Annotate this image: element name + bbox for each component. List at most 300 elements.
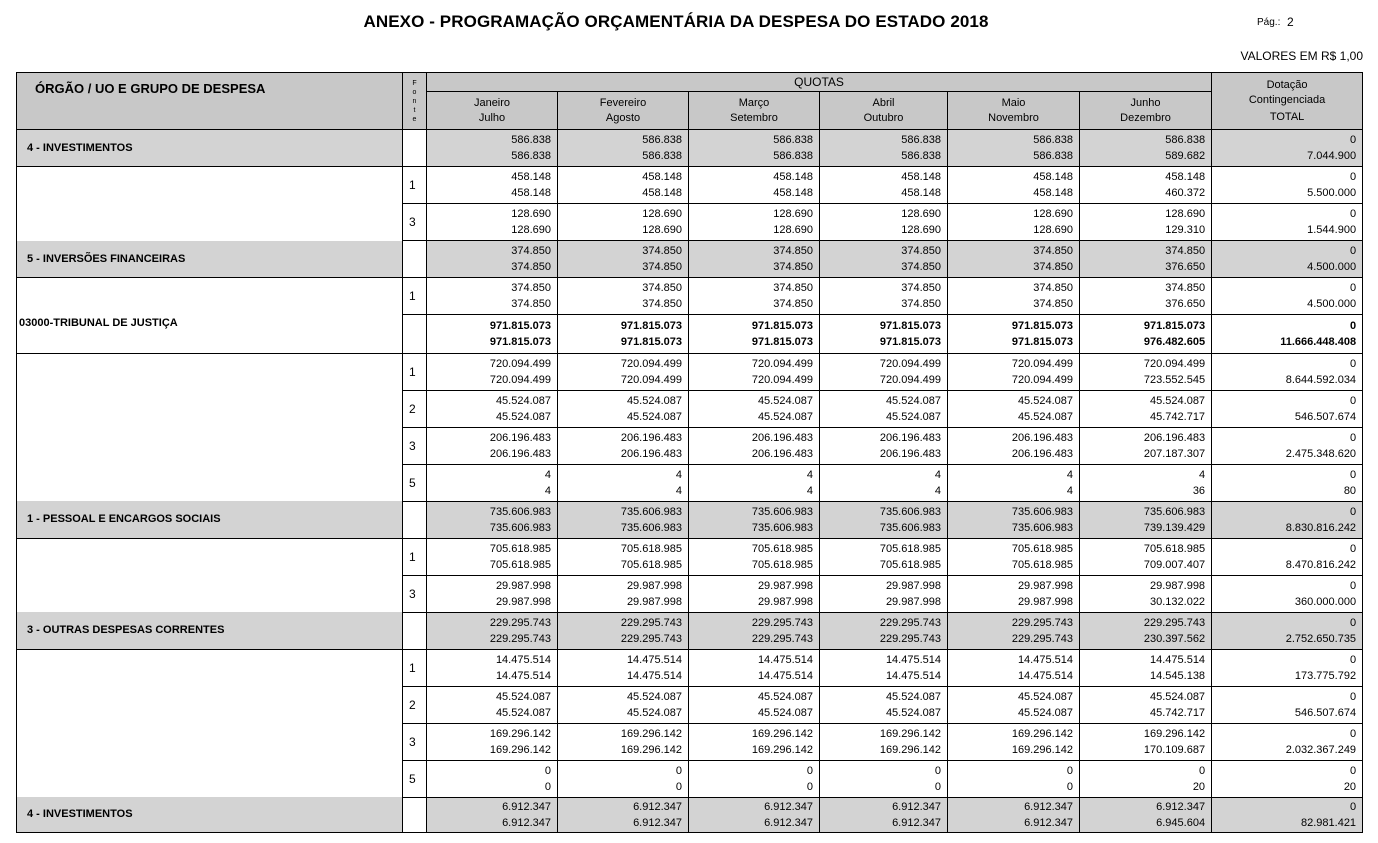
- table-row: [17, 723, 1363, 760]
- total-cell: [1212, 315, 1363, 354]
- quota-cell: [689, 686, 820, 723]
- quota-first-half-value: 458.148: [511, 171, 551, 183]
- total-cell: [1212, 760, 1363, 797]
- quota-cell: [558, 204, 689, 241]
- total-cell: [1212, 353, 1363, 390]
- quota-cell: [558, 723, 689, 760]
- header-month-4: [820, 92, 948, 130]
- row-org-label: 1 - PESSOAL E ENCARGOS SOCIAIS: [17, 501, 403, 538]
- table-row: [17, 760, 1363, 797]
- contingenciada-value: 0: [1349, 394, 1357, 407]
- quota-first-half-value: 14.475.514: [1017, 653, 1073, 666]
- total-value: 2.475.348.620: [1285, 447, 1357, 460]
- total-value: 1.544.900: [1307, 224, 1357, 236]
- quota-cell: [558, 315, 689, 354]
- contingenciada-value: 0: [1349, 616, 1357, 629]
- row-fonte: [403, 501, 427, 538]
- quota-second-half-value: 207.187.307: [1143, 447, 1206, 460]
- quota-first-half-value: 45.524.087: [495, 690, 551, 703]
- quota-cell: [689, 501, 820, 538]
- quota-second-half-value: 20: [1192, 780, 1206, 793]
- quota-first-half-value: 586.838: [511, 134, 551, 146]
- header-month-2: [558, 92, 689, 130]
- header-dotacao: [1212, 73, 1363, 130]
- row-org-label: [17, 278, 403, 315]
- quota-first-half-value: 735.606.983: [1011, 505, 1073, 518]
- total-cell: [1212, 167, 1363, 204]
- quota-second-half-value: 586.838: [511, 150, 551, 162]
- quota-first-half-value: 169.296.142: [1011, 727, 1073, 740]
- quota-cell: [1080, 760, 1212, 797]
- quota-cell: [558, 167, 689, 204]
- quota-cell: [820, 501, 948, 538]
- quota-second-half-value: 4: [934, 484, 941, 497]
- quota-second-half-value: 229.295.743: [620, 632, 682, 645]
- quota-second-half-value: 45.524.087: [757, 706, 813, 719]
- quota-first-half-value: 45.524.087: [626, 690, 682, 703]
- quota-cell: [948, 353, 1080, 390]
- quota-second-half-value: 6.912.347: [764, 816, 813, 829]
- quota-cell: [948, 167, 1080, 204]
- quota-second-half-value: 4: [675, 484, 682, 497]
- quota-first-half-value: 169.296.142: [879, 727, 941, 740]
- quota-second-half-value: 586.838: [1033, 150, 1073, 162]
- quota-cell: [820, 390, 948, 427]
- contingenciada-value: 0: [1349, 542, 1357, 555]
- quota-second-half-value: 29.987.998: [1017, 595, 1073, 608]
- quota-second-half-value: 4: [1066, 484, 1073, 497]
- quota-cell: [948, 130, 1080, 167]
- quota-first-half-value: 128.690: [511, 208, 551, 220]
- contingenciada-value: 0: [1349, 505, 1357, 518]
- month-label: Julho: [478, 111, 506, 124]
- quota-cell: [689, 278, 820, 315]
- row-org-label: [17, 575, 403, 612]
- report-title: ANEXO - PROGRAMAÇÃO ORÇAMENTÁRIA DA DESPESA DO ESTADO 2018: [363, 12, 989, 31]
- total-cell: [1212, 575, 1363, 612]
- quota-first-half-value: 29.987.998: [626, 579, 682, 592]
- total-value: 5.500.000: [1307, 187, 1357, 199]
- month-label: Outubro: [863, 111, 904, 124]
- quota-second-half-value: 735.606.983: [620, 521, 682, 534]
- quota-cell: [427, 612, 558, 649]
- quota-first-half-value: 374.850: [642, 245, 682, 257]
- total-cell: [1212, 130, 1363, 167]
- quota-first-half-value: 971.815.073: [620, 319, 682, 332]
- quota-second-half-value: 229.295.743: [879, 632, 941, 645]
- quota-cell: [820, 686, 948, 723]
- total-value: 8.470.816.242: [1285, 558, 1357, 571]
- quota-cell: [1080, 427, 1212, 464]
- quota-cell: [689, 538, 820, 575]
- quota-second-half-value: 229.295.743: [751, 632, 813, 645]
- quota-cell: [1080, 278, 1212, 315]
- quota-first-half-value: 206.196.483: [489, 431, 551, 444]
- total-cell: [1212, 612, 1363, 649]
- quota-first-half-value: 45.524.087: [1017, 394, 1073, 407]
- quota-first-half-value: 458.148: [1165, 171, 1206, 183]
- table-row: [17, 167, 1363, 204]
- quota-first-half-value: 586.838: [642, 134, 682, 146]
- table-row: [17, 278, 1363, 315]
- quota-second-half-value: 705.618.985: [489, 558, 551, 571]
- quota-first-half-value: 206.196.483: [1011, 431, 1073, 444]
- header-month-5: [948, 92, 1080, 130]
- quota-first-half-value: 206.196.483: [1143, 431, 1206, 444]
- quota-first-half-value: 720.094.499: [1011, 357, 1073, 370]
- quota-cell: [558, 760, 689, 797]
- quota-first-half-value: 0: [1066, 764, 1073, 777]
- quota-cell: [1080, 797, 1212, 832]
- quota-cell: [689, 723, 820, 760]
- total-value: 2.752.650.735: [1285, 632, 1357, 645]
- row-fonte: 1: [403, 278, 427, 315]
- quota-cell: [1080, 204, 1212, 241]
- header-fonte-letters: F o n t e: [412, 79, 417, 123]
- table-row: [17, 686, 1363, 723]
- quota-first-half-value: 45.524.087: [1017, 690, 1073, 703]
- quota-first-half-value: 374.850: [1165, 282, 1206, 294]
- header-contingenciada-label: Contingenciada: [1248, 93, 1326, 106]
- quota-first-half-value: 971.815.073: [489, 319, 551, 332]
- total-value: 173.775.792: [1294, 669, 1357, 682]
- table-row: [17, 130, 1363, 167]
- quota-cell: [948, 315, 1080, 354]
- quota-cell: [427, 427, 558, 464]
- contingenciada-value: 0: [1349, 468, 1357, 481]
- total-cell: [1212, 241, 1363, 278]
- row-fonte: 1: [403, 353, 427, 390]
- row-org-label: [17, 167, 403, 204]
- total-cell: [1212, 204, 1363, 241]
- quota-first-half-value: 128.690: [1165, 208, 1206, 220]
- quota-cell: [558, 575, 689, 612]
- quota-first-half-value: 45.524.087: [885, 690, 941, 703]
- quota-cell: [427, 204, 558, 241]
- quota-second-half-value: 45.524.087: [1017, 410, 1073, 423]
- row-org-label: [17, 723, 403, 760]
- quota-first-half-value: 29.987.998: [757, 579, 813, 592]
- quota-cell: [689, 204, 820, 241]
- quota-second-half-value: 29.987.998: [626, 595, 682, 608]
- quota-cell: [948, 723, 1080, 760]
- quota-first-half-value: 720.094.499: [879, 357, 941, 370]
- quota-second-half-value: 735.606.983: [1011, 521, 1073, 534]
- table-row: [17, 538, 1363, 575]
- row-org-label: 4 - INVESTIMENTOS: [17, 130, 403, 167]
- quota-second-half-value: 374.850: [642, 261, 682, 273]
- quota-first-half-value: 971.815.073: [751, 319, 813, 332]
- total-value: 8.830.816.242: [1285, 521, 1357, 534]
- quota-cell: [820, 353, 948, 390]
- quota-second-half-value: 586.838: [642, 150, 682, 162]
- quota-first-half-value: 229.295.743: [620, 616, 682, 629]
- total-value: 4.500.000: [1307, 261, 1357, 273]
- quota-second-half-value: 14.475.514: [1017, 669, 1073, 682]
- quota-cell: [1080, 649, 1212, 686]
- quota-second-half-value: 0: [544, 780, 551, 793]
- quota-second-half-value: 30.132.022: [1150, 595, 1206, 608]
- quota-first-half-value: 0: [675, 764, 682, 777]
- quota-cell: [1080, 130, 1212, 167]
- quota-first-half-value: 374.850: [1033, 245, 1073, 257]
- quota-first-half-value: 705.618.985: [751, 542, 813, 555]
- quota-cell: [948, 686, 1080, 723]
- row-fonte: [403, 612, 427, 649]
- quota-first-half-value: 0: [934, 764, 941, 777]
- quota-first-half-value: 971.815.073: [879, 319, 941, 332]
- quota-first-half-value: 735.606.983: [1143, 505, 1206, 518]
- quota-second-half-value: 971.815.073: [489, 335, 551, 348]
- quota-cell: [427, 241, 558, 278]
- quota-first-half-value: 45.524.087: [495, 394, 551, 407]
- quota-cell: [558, 612, 689, 649]
- quota-second-half-value: 45.742.717: [1150, 410, 1206, 423]
- quota-first-half-value: 14.475.514: [885, 653, 941, 666]
- currency-note: VALORES EM R$ 1,00: [1240, 49, 1363, 63]
- quota-first-half-value: 374.850: [1033, 282, 1073, 294]
- quota-second-half-value: 374.850: [642, 298, 682, 310]
- quota-cell: [948, 797, 1080, 832]
- quota-first-half-value: 14.475.514: [626, 653, 682, 666]
- quota-first-half-value: 971.815.073: [1143, 319, 1206, 332]
- row-org-label: [17, 538, 403, 575]
- quota-first-half-value: 29.987.998: [885, 579, 941, 592]
- quota-second-half-value: 45.524.087: [1017, 706, 1073, 719]
- quota-second-half-value: 589.682: [1165, 150, 1206, 162]
- quota-second-half-value: 45.524.087: [626, 706, 682, 719]
- quota-first-half-value: 6.912.347: [764, 800, 813, 813]
- quota-first-half-value: 206.196.483: [620, 431, 682, 444]
- quota-cell: [948, 501, 1080, 538]
- quota-first-half-value: 586.838: [901, 134, 941, 146]
- contingenciada-value: 0: [1349, 690, 1357, 703]
- total-value: 7.044.900: [1307, 150, 1357, 162]
- quota-first-half-value: 4: [1198, 468, 1206, 481]
- quota-second-half-value: 45.524.087: [885, 706, 941, 719]
- row-org-label: 5 - INVERSÕES FINANCEIRAS: [17, 241, 403, 278]
- quota-cell: [689, 390, 820, 427]
- quota-cell: [427, 353, 558, 390]
- total-value: 360.000.000: [1294, 595, 1357, 608]
- quota-first-half-value: 128.690: [901, 208, 941, 220]
- quota-cell: [427, 575, 558, 612]
- total-cell: [1212, 464, 1363, 501]
- quota-second-half-value: 45.524.087: [885, 410, 941, 423]
- quota-second-half-value: 374.850: [1033, 298, 1073, 310]
- quota-cell: [427, 167, 558, 204]
- quota-cell: [427, 760, 558, 797]
- row-org-label: [17, 649, 403, 686]
- quota-cell: [948, 204, 1080, 241]
- quota-second-half-value: 6.912.347: [502, 816, 551, 829]
- quota-cell: [948, 612, 1080, 649]
- quota-cell: [948, 427, 1080, 464]
- quota-first-half-value: 14.475.514: [495, 653, 551, 666]
- quota-second-half-value: 14.475.514: [885, 669, 941, 682]
- quota-cell: [558, 390, 689, 427]
- quota-second-half-value: 723.552.545: [1143, 373, 1206, 386]
- month-label: Maio: [1001, 96, 1026, 109]
- total-value: 546.507.674: [1294, 706, 1357, 719]
- table-row: [17, 612, 1363, 649]
- table-row: [17, 575, 1363, 612]
- quota-first-half-value: 29.987.998: [495, 579, 551, 592]
- quota-second-half-value: 229.295.743: [1011, 632, 1073, 645]
- table-row: [17, 241, 1363, 278]
- quota-cell: [1080, 686, 1212, 723]
- quota-cell: [820, 241, 948, 278]
- row-fonte: [403, 130, 427, 167]
- quota-first-half-value: 128.690: [773, 208, 813, 220]
- quota-first-half-value: 29.987.998: [1017, 579, 1073, 592]
- quota-first-half-value: 705.618.985: [1011, 542, 1073, 555]
- quota-second-half-value: 735.606.983: [489, 521, 551, 534]
- quota-cell: [558, 427, 689, 464]
- contingenciada-value: 0: [1349, 357, 1357, 370]
- quota-cell: [558, 797, 689, 832]
- header-total-label: TOTAL: [1269, 110, 1305, 123]
- quota-first-half-value: 374.850: [901, 282, 941, 294]
- quota-first-half-value: 971.815.073: [1011, 319, 1073, 332]
- row-org-label: 03000-TRIBUNAL DE JUSTIÇA: [17, 315, 403, 354]
- quota-first-half-value: 720.094.499: [751, 357, 813, 370]
- quota-first-half-value: 229.295.743: [751, 616, 813, 629]
- quota-first-half-value: 45.524.087: [1150, 690, 1206, 703]
- quota-second-half-value: 170.109.687: [1143, 743, 1206, 756]
- quota-cell: [820, 167, 948, 204]
- quota-first-half-value: 169.296.142: [620, 727, 682, 740]
- quota-second-half-value: 169.296.142: [620, 743, 682, 756]
- quota-cell: [427, 686, 558, 723]
- quota-second-half-value: 374.850: [511, 298, 551, 310]
- quota-second-half-value: 705.618.985: [751, 558, 813, 571]
- table-row: [17, 315, 1363, 354]
- quota-cell: [689, 464, 820, 501]
- quota-second-half-value: 374.850: [511, 261, 551, 273]
- quota-first-half-value: 169.296.142: [751, 727, 813, 740]
- quota-first-half-value: 45.524.087: [757, 394, 813, 407]
- quota-second-half-value: 169.296.142: [879, 743, 941, 756]
- row-org-label: [17, 686, 403, 723]
- quota-first-half-value: 458.148: [901, 171, 941, 183]
- quota-second-half-value: 14.475.514: [757, 669, 813, 682]
- quota-second-half-value: 128.690: [1033, 224, 1073, 236]
- row-fonte: [403, 315, 427, 354]
- quota-cell: [820, 130, 948, 167]
- quota-first-half-value: 6.912.347: [502, 800, 551, 813]
- quota-second-half-value: 735.606.983: [751, 521, 813, 534]
- contingenciada-value: 0: [1349, 800, 1357, 813]
- quota-first-half-value: 720.094.499: [1143, 357, 1206, 370]
- quota-second-half-value: 735.606.983: [879, 521, 941, 534]
- quota-cell: [1080, 723, 1212, 760]
- table-row: [17, 649, 1363, 686]
- quota-first-half-value: 0: [544, 764, 551, 777]
- quota-cell: [820, 723, 948, 760]
- quota-second-half-value: 460.372: [1165, 187, 1206, 199]
- quota-cell: [820, 797, 948, 832]
- quota-second-half-value: 458.148: [901, 187, 941, 199]
- total-cell: [1212, 501, 1363, 538]
- quota-second-half-value: 586.838: [901, 150, 941, 162]
- table-row: [17, 464, 1363, 501]
- quota-cell: [1080, 167, 1212, 204]
- month-label: Junho: [1130, 96, 1161, 109]
- row-org-label: [17, 390, 403, 427]
- month-label: Agosto: [605, 111, 641, 124]
- quota-first-half-value: 45.524.087: [757, 690, 813, 703]
- quota-cell: [948, 575, 1080, 612]
- quota-second-half-value: 0: [934, 780, 941, 793]
- quota-first-half-value: 4: [1066, 468, 1073, 481]
- month-label: Abril: [872, 96, 895, 109]
- quota-cell: [427, 464, 558, 501]
- contingenciada-value: 0: [1349, 245, 1357, 257]
- row-fonte: [403, 241, 427, 278]
- quota-first-half-value: 29.987.998: [1150, 579, 1206, 592]
- quota-second-half-value: 29.987.998: [495, 595, 551, 608]
- quota-second-half-value: 129.310: [1165, 224, 1206, 236]
- quota-first-half-value: 6.912.347: [1156, 800, 1206, 813]
- quota-second-half-value: 206.196.483: [620, 447, 682, 460]
- total-value: 546.507.674: [1294, 410, 1357, 423]
- page-label: Pág.:: [1257, 17, 1281, 28]
- quota-cell: [427, 649, 558, 686]
- contingenciada-value: 0: [1349, 653, 1357, 666]
- table-row: [17, 353, 1363, 390]
- quota-cell: [1080, 538, 1212, 575]
- quota-first-half-value: 4: [934, 468, 941, 481]
- row-fonte: 3: [403, 723, 427, 760]
- quota-cell: [948, 649, 1080, 686]
- row-fonte: [403, 797, 427, 832]
- quota-second-half-value: 14.545.138: [1150, 669, 1206, 682]
- quota-second-half-value: 705.618.985: [879, 558, 941, 571]
- quota-cell: [1080, 315, 1212, 354]
- contingenciada-value: 0: [1349, 764, 1357, 777]
- quota-second-half-value: 206.196.483: [489, 447, 551, 460]
- quota-cell: [427, 797, 558, 832]
- quota-cell: [820, 278, 948, 315]
- quota-first-half-value: 374.850: [773, 245, 813, 257]
- quota-second-half-value: 458.148: [511, 187, 551, 199]
- quota-cell: [558, 538, 689, 575]
- quota-second-half-value: 971.815.073: [1011, 335, 1073, 348]
- quota-second-half-value: 971.815.073: [879, 335, 941, 348]
- quota-second-half-value: 458.148: [642, 187, 682, 199]
- header-dotacao-label: Dotação: [1266, 78, 1308, 91]
- contingenciada-value: 0: [1349, 134, 1357, 146]
- total-cell: [1212, 427, 1363, 464]
- quota-second-half-value: 0: [675, 780, 682, 793]
- quota-cell: [689, 353, 820, 390]
- quota-first-half-value: 6.912.347: [1024, 800, 1073, 813]
- row-org-label: [17, 353, 403, 390]
- row-fonte: 1: [403, 538, 427, 575]
- quota-cell: [558, 686, 689, 723]
- quota-second-half-value: 14.475.514: [626, 669, 682, 682]
- quota-first-half-value: 128.690: [1033, 208, 1073, 220]
- quota-cell: [558, 278, 689, 315]
- total-value: 80: [1343, 484, 1357, 497]
- quota-second-half-value: 45.524.087: [626, 410, 682, 423]
- quota-cell: [689, 575, 820, 612]
- quota-second-half-value: 976.482.605: [1143, 335, 1206, 348]
- quota-cell: [1080, 353, 1212, 390]
- quota-second-half-value: 4: [806, 484, 813, 497]
- quota-first-half-value: 458.148: [1033, 171, 1073, 183]
